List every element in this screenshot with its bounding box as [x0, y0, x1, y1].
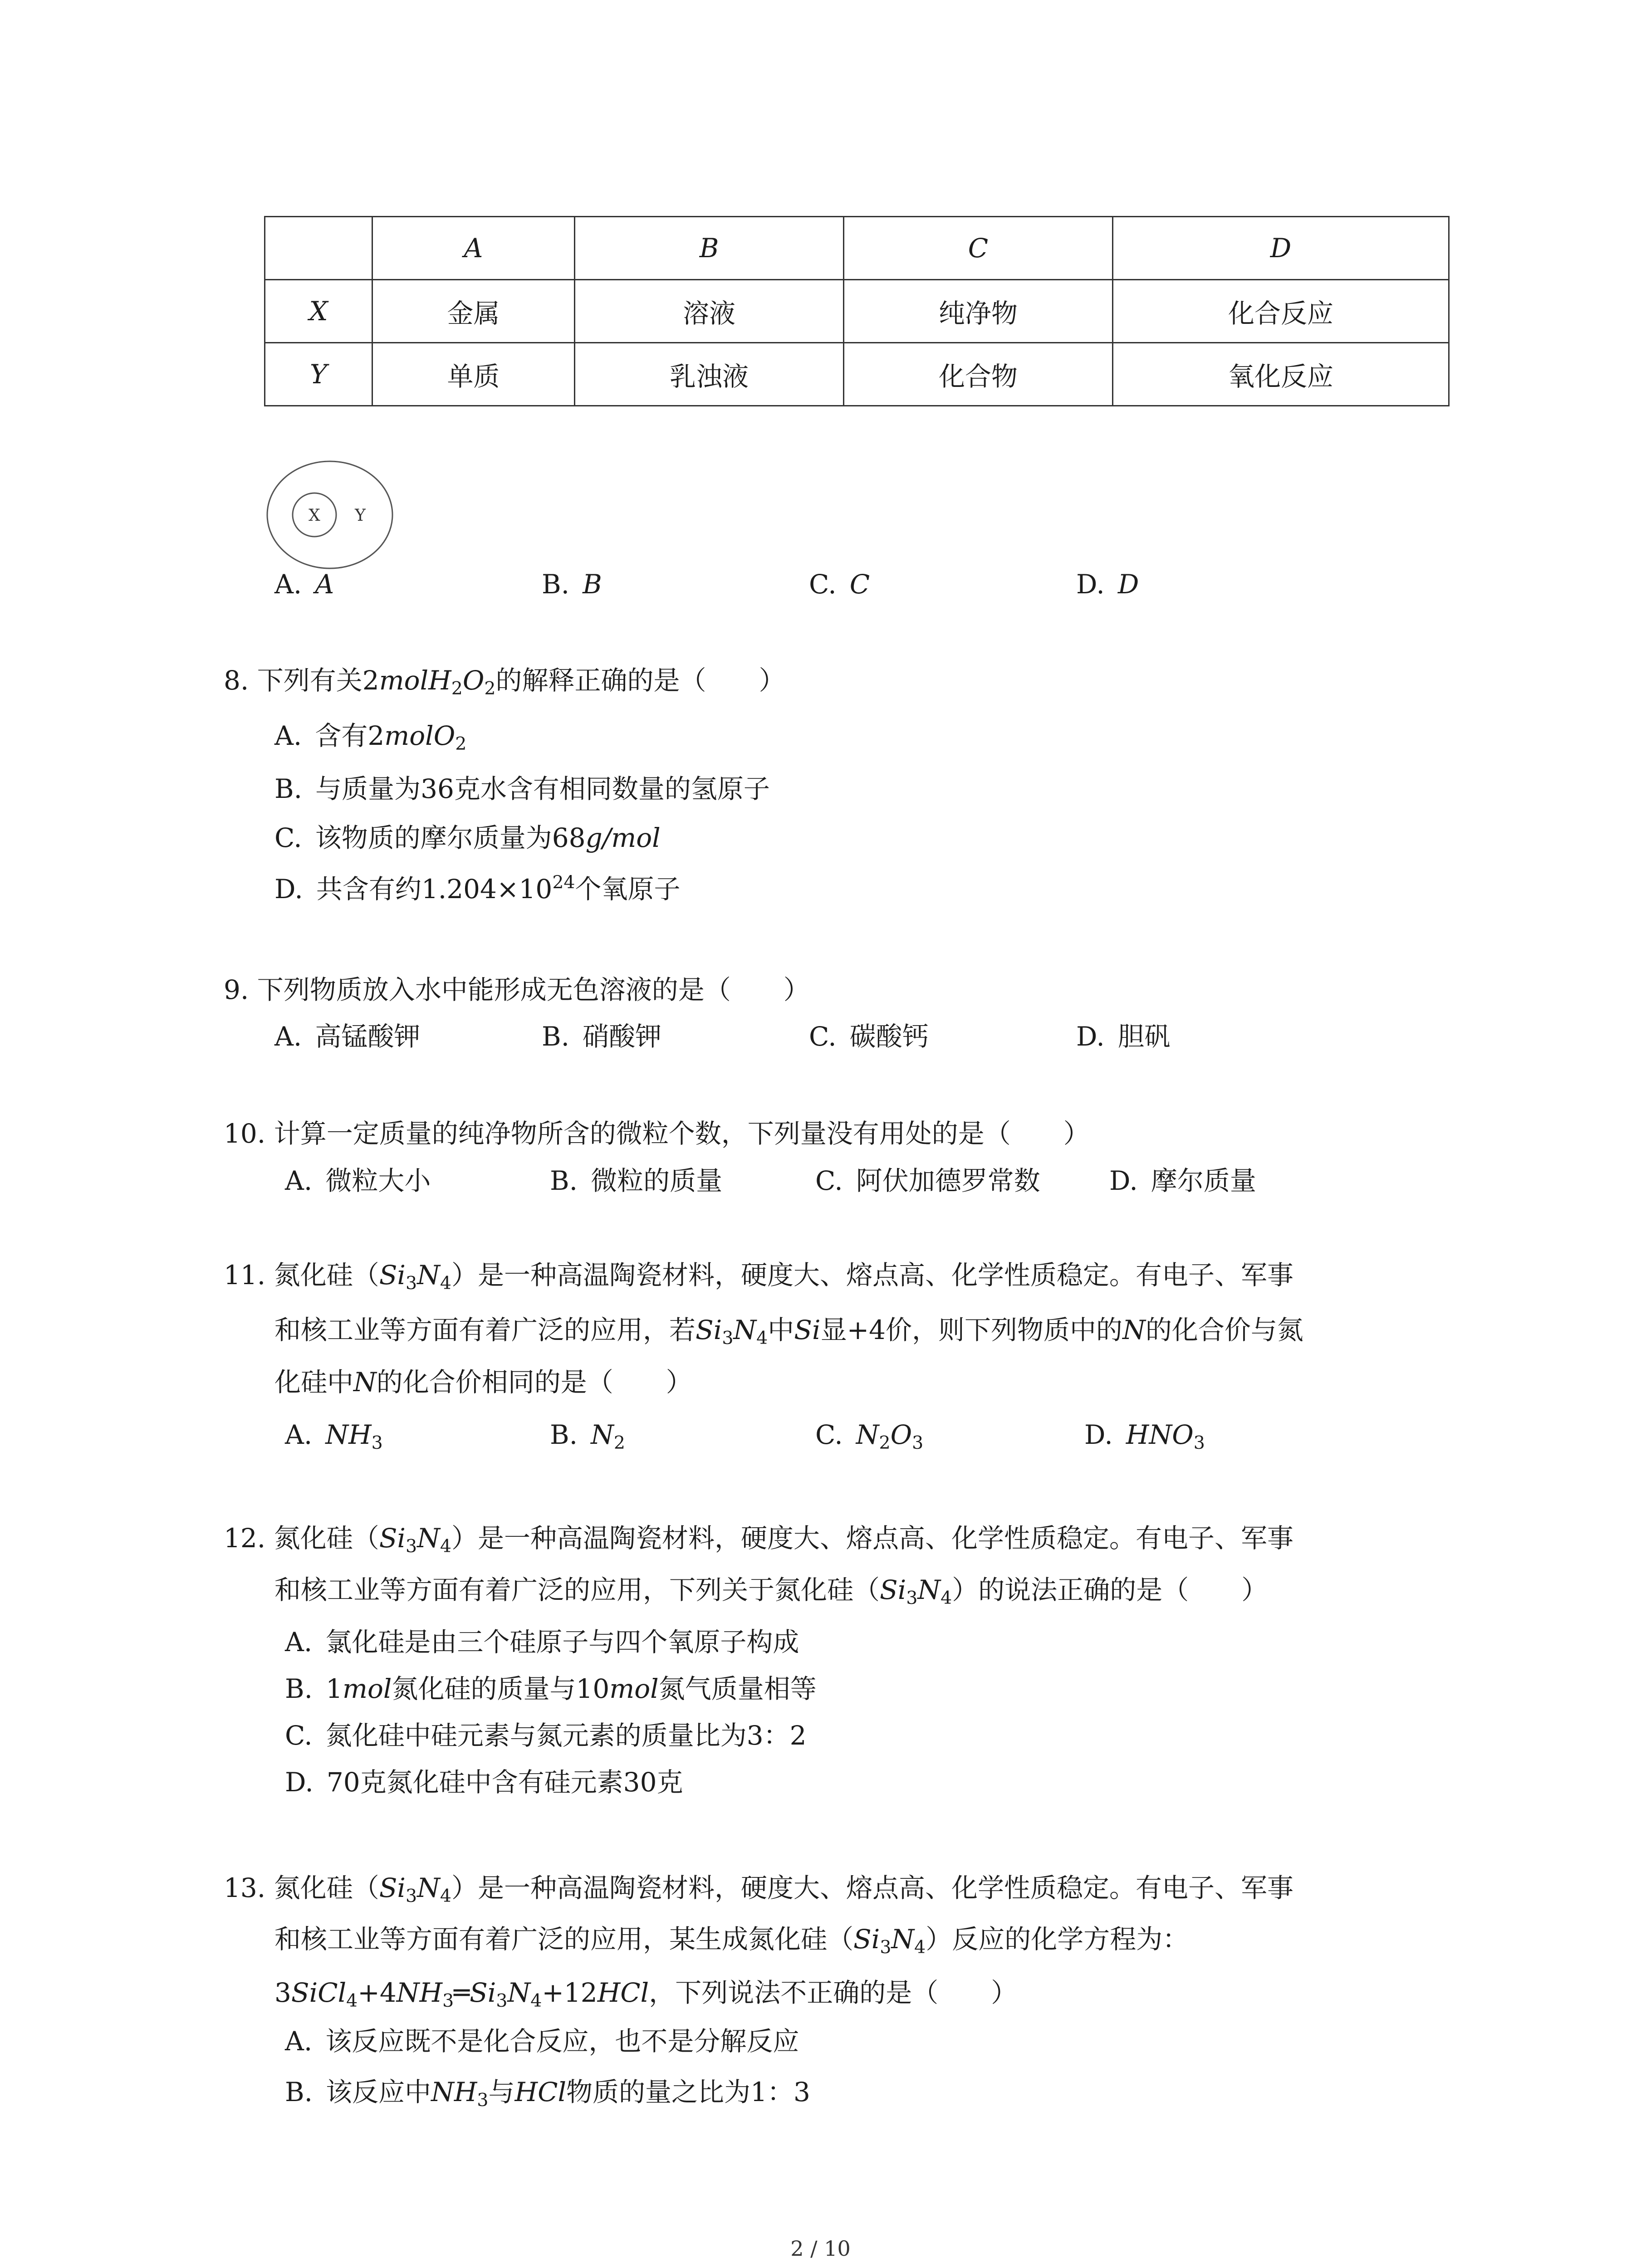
- q11-option-a: A. $NH_3$: [285, 1419, 383, 1454]
- q8-option-d: D. 共含有约$1.204\times 10^{24}$个氧原子: [274, 872, 681, 904]
- table-cell: 化合物: [844, 343, 1113, 406]
- option-b: B. B: [542, 569, 602, 600]
- outer-circle: [267, 461, 392, 568]
- q12-option-d: D. 70克氮化硅中含有硅元素30克: [285, 1767, 683, 1798]
- q11-option-c: C. $N_2O_3$: [815, 1419, 924, 1454]
- option-d: D. D: [1076, 569, 1139, 600]
- q13-option-a: A. 该反应既不是化合反应，也不是分解反应: [285, 2026, 799, 2057]
- table-header-cell: C: [844, 217, 1113, 280]
- table-header-cell: D: [1113, 217, 1449, 280]
- question-11-line-1: 11. 氮化硅$(Si_3N_4)$是一种高温陶瓷材料，硬度大、熔点高、化学性质稳定。有电子、军事: [224, 1260, 1293, 1294]
- table-cell: 金属: [372, 280, 575, 343]
- question-13-equation: $3SiCl_4+4NH_3═Si_3N_4+12HCl$，下列说法不正确的是（ ）: [274, 1977, 1018, 2012]
- table-cell: 溶液: [575, 280, 844, 343]
- q8-option-c: C. 该物质的摩尔质量为68g/mol: [274, 822, 661, 853]
- question-11-line-2: 和核工业等方面有着广泛的应用，若$Si_3N_4$中Si显+4价，则下列物质中的N的化合价与氮: [274, 1315, 1303, 1349]
- question-12-line-2: 和核工业等方面有着广泛的应用，下列关于氮化硅$(Si_3N_4)$的说法正确的是（ ）: [274, 1574, 1268, 1609]
- q10-option-d: D. 摩尔质量: [1109, 1165, 1256, 1196]
- question-10-stem: 10. 计算一定质量的纯净物所含的微粒个数，下列量没有用处的是（ ）: [224, 1118, 1090, 1149]
- q13-option-b: B. 该反应中$NH_3$与HCl物质的量之比为1：3: [285, 2077, 810, 2111]
- table-cell: 氧化反应: [1113, 343, 1449, 406]
- table-cell: 乳浊液: [575, 343, 844, 406]
- q12-option-a: A. 氯化硅是由三个硅原子与四个氧原子构成: [285, 1627, 799, 1657]
- question-9-stem: 9. 下列物质放入水中能形成无色溶液的是（ ）: [224, 974, 810, 1005]
- q10-option-a: A. 微粒大小: [285, 1165, 431, 1196]
- question-13-line-2: 和核工业等方面有着广泛的应用，某生成氮化硅$(Si_3N_4)$反应的化学方程为：: [274, 1924, 1189, 1958]
- table-row: [265, 343, 1449, 406]
- q8-option-b: B. 与质量为36克水含有相同数量的氢原子: [274, 773, 770, 804]
- q9-option-c: C. 碳酸钙: [809, 1021, 929, 1052]
- table-cell: 单质: [372, 343, 575, 406]
- q9-option-a: A. 高锰酸钾: [274, 1021, 421, 1052]
- diagram-label-x: X: [309, 506, 320, 525]
- q12-option-b: B. 1mol氮化硅的质量与10mol氮气质量相等: [285, 1673, 817, 1704]
- q11-option-b: B. $N_2$: [550, 1419, 625, 1454]
- question-12-line-1: 12. 氮化硅$(Si_3N_4)$是一种高温陶瓷材料，硬度大、熔点高、化学性质稳定。有电子、军事: [224, 1523, 1293, 1557]
- classification-table: [264, 216, 1450, 406]
- q9-option-d: D. 胆矾: [1076, 1021, 1171, 1052]
- page-number: 2 / 10: [790, 2236, 851, 2261]
- table-header-cell: B: [575, 217, 844, 280]
- question-8-stem: 8. 下列有关$2molH_2O_2$的解释正确的是（ ）: [224, 665, 785, 699]
- q12-option-c: C. 氮化硅中硅元素与氮元素的质量比为3：2: [285, 1720, 807, 1751]
- option-a: A. A: [274, 569, 334, 600]
- row-label: Y: [265, 343, 372, 406]
- q8-option-a: A. 含有2molO$_2$: [274, 720, 467, 755]
- nested-circles-diagram: [265, 459, 395, 571]
- row-label: X: [265, 280, 372, 343]
- q10-option-c: C. 阿伏加德罗常数: [815, 1165, 1040, 1196]
- table-row: [265, 280, 1449, 343]
- q10-option-b: B. 微粒的质量: [550, 1165, 723, 1196]
- table-header-row: [265, 217, 1449, 280]
- q9-option-b: B. 硝酸钾: [542, 1021, 662, 1052]
- diagram-label-y: Y: [355, 506, 366, 525]
- table-header-cell: A: [372, 217, 575, 280]
- option-c: C. C: [809, 569, 870, 600]
- table-cell: 化合反应: [1113, 280, 1449, 343]
- q11-option-d: D. $HNO_3$: [1084, 1419, 1205, 1454]
- question-11-line-3: 化硅中N的化合价相同的是（ ）: [274, 1367, 692, 1398]
- question-13-line-1: 13. 氮化硅$(Si_3N_4)$是一种高温陶瓷材料，硬度大、熔点高、化学性质稳定。有电子、军事: [224, 1872, 1293, 1907]
- table-header-cell: [265, 217, 372, 280]
- table-cell: 纯净物: [844, 280, 1113, 343]
